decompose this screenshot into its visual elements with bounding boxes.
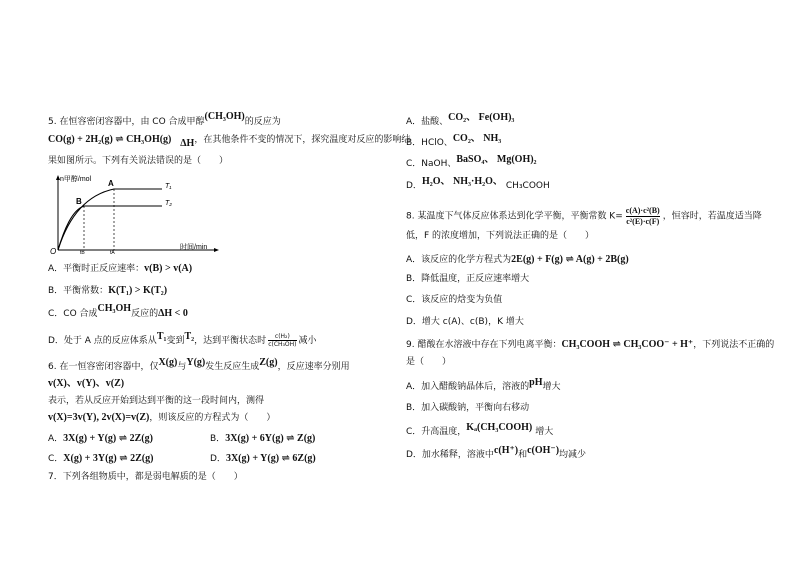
q8-line-2: 低，F 的浓度增加，下列说法正确的是（ ） [406,231,595,241]
q5-chart [42,172,222,254]
q7-opt-b-text: B．HClO、 [406,138,453,148]
t2-label: T₂ [165,200,172,207]
q7-option-d [406,176,550,192]
q7-opt-a-formulas: CO₂、 Fe(OH)₃ [448,112,515,123]
methanol-formula: (CH₃OH) [204,111,245,122]
q9-tail: ，下列说法不正确的 [693,340,775,350]
q6-opt-c-letter: C． [48,454,64,464]
q6-opt-a-eq: 3X(g) + Y(g) ⇌ 2Z(g) [63,433,153,444]
q9-opt-a-ph: pH [529,377,543,388]
q8-opt-a-eq: 2E(g) + F(g) ⇌ A(g) + 2B(g) [511,254,629,265]
q6-option-d [210,453,316,465]
q8-k-fraction [626,206,660,227]
q9-opt-c-text: C．升高温度， [406,427,467,437]
q9-opt-d-text: D．加水稀释，溶液中 [406,450,494,460]
k-numerator: c(A)·c²(B) [625,206,660,215]
q9-opt-d-oh: c(OH⁻) [527,445,560,456]
q6-line-3: 表示，若从反应开始到达到平衡的这一段时间内，测得 [48,396,265,406]
q8-text: 8. 某温度下气体反应体系达到化学平衡，平衡常数 K= [406,211,623,222]
q5-opt-b-text: B．平衡常数： [48,286,109,296]
q6-opt-d-letter: D． [210,454,226,464]
q5-line-2 [48,134,411,149]
q9-option-a [406,377,561,393]
q8-tail: ，恒容时，若温度适当降 [662,211,762,222]
curve-t2 [58,206,162,250]
q6-rate-expr: v(X)=3v(Y), 2v(X)=v(Z) [48,412,150,423]
q9-opt-d-h: c(H⁺) [493,445,519,456]
q6-option-c [48,453,153,465]
q5-opt-c-text: C．CO 合成 [48,309,98,319]
origin-label: O [50,247,57,254]
ta-label: tA [110,250,115,254]
q6-line-1 [48,357,350,373]
q5-line-1 [48,111,281,128]
q6-text: 6. 在一恒容密闭容器中，仅 [48,362,159,372]
q7-opt-b-formulas: CO₂、 NH₃ [452,133,502,144]
q5-opt-d-mid2: ，达到平衡状态时 [194,336,267,346]
q9-opt-c-ka: Kₐ(CH₃COOH) [466,422,533,433]
q9-equation: CH₃COOH ⇌ CH₃COO⁻ + H⁺ [561,339,694,350]
q7-opt-d-text: D． [406,181,422,191]
q8-option-b: B．降低温度，正反应速率增大 [406,274,530,284]
q8-option-a [406,254,629,266]
q6-opt-c-eq: X(g) + 3Y(g) ⇌ 2Z(g) [63,453,154,464]
q7-option-c [406,154,537,170]
q7-opt-c-text: C．NaOH、 [406,159,457,169]
q5-opt-b-expr: K(T₁) > K(T₂) [108,285,168,296]
q9-opt-c-tail: 增大 [535,427,554,437]
q5-line-3: 果如图所示。下列有关说法错误的是（ ） [48,156,229,166]
q9-opt-a-text: A．加入醋酸钠晶体后，溶液的 [406,382,530,392]
q5-text-tail: 的反应为 [244,117,281,127]
q9-text: 9. 醋酸在水溶液中存在下列电离平衡： [406,340,562,350]
q9-opt-d-and: 和 [518,450,528,460]
q7-stem: 7．下列各组物质中，都是弱电解质的是（ ） [48,472,243,482]
tb-label: tB [80,250,85,254]
q7-option-a [406,112,515,128]
q7-option-b [406,133,502,149]
q8-option-c: C．该反应的焓变为负值 [406,295,503,305]
q5-opt-c-formula: CH₃OH [97,303,132,314]
q6-line-4 [48,412,275,424]
q8-opt-a-text: A．该反应的化学方程式为 [406,255,512,265]
q6-line4-tail: ，则该反应的方程式为（ ） [149,413,276,423]
x-axis-label: 时间/min [180,244,208,251]
q5-opt-d-t2: T₂ [184,331,195,342]
q8-option-d: D．增大 c(A)、c(B)，K 增大 [406,317,524,327]
q6-y: Y(g) [186,357,206,368]
q5-equation: CO(g) + 2H₂(g) ⇌ CH₃OH(g) [48,134,172,145]
fraction-numerator: c(H₂) [268,333,296,341]
q5-opt-c-mid: 反应的 [131,309,159,319]
q5-text: 5. 在恒容密闭容器中，由 CO 合成甲醇 [48,117,205,127]
q5-opt-d-mid: 变到 [166,336,185,346]
point-b-label: B [76,197,82,206]
q9-option-c [406,422,554,438]
point-a-label: A [108,179,114,188]
q5-opt-d-tail: 减小 [298,336,317,346]
q7-opt-a-text: A．盐酸、 [406,117,449,127]
fraction-denominator: c(CH₃OH) [268,341,297,348]
q5-opt-a-text: A．平衡时正反应速率： [48,264,145,274]
q6-opt-d-eq: 3X(g) + Y(g) ⇌ 6Z(g) [225,453,316,464]
q6-opt-a-letter: A． [48,434,64,444]
curve-t1 [58,189,162,250]
q9-opt-a-tail: 增大 [542,382,561,392]
q5-delta-h: ΔH [180,138,195,149]
q6-option-b [210,433,315,445]
q5-opt-c-expr: ΔH < 0 [158,308,188,319]
q5-opt-d-fraction [268,333,296,348]
q6-opt-b-letter: B． [210,434,226,444]
q6-and: 与 [177,362,187,372]
q9-option-d [406,445,587,461]
q5-option-b [48,285,167,297]
y-axis-label: n甲醇/mol [60,176,92,183]
q6-option-a [48,433,153,445]
q9-line-1 [406,339,774,351]
q5-option-c [48,303,188,320]
q5-opt-d-text: D．处于 A 点的反应体系从 [48,336,157,346]
q5-option-a [48,263,192,275]
q9-option-b: B．加入碳酸钠，平衡向右移动 [406,403,530,413]
q5-line2-text: ，在其他条件不变的情况下，探究温度对反应的影响结 [194,135,411,145]
q6-mid: 发生反应生成 [205,362,260,372]
q6-opt-b-eq: 3X(g) + 6Y(g) ⇌ Z(g) [225,433,316,444]
q6-tail: ，反应速率分别用 [277,362,350,372]
q5-opt-d-t1: T₁ [156,331,167,342]
q7-opt-d-formulas: H₂O、 NH₃·H₂O、 [421,176,503,187]
x-axis-arrow [214,248,219,252]
k-denominator: c²(E)·c(F) [626,217,660,226]
q7-opt-c-formulas: BaSO₄、 Mg(OH)₂ [456,154,537,165]
q9-line-2: 是（ ） [406,357,452,367]
q5-opt-a-expr: v(B) > v(A) [144,263,193,274]
q6-x: X(g) [158,357,178,368]
q9-opt-d-tail: 均减少 [559,450,587,460]
q5-option-d [48,333,317,348]
q6-line-2: v(X)、v(Y)、v(Z) [48,378,125,389]
q8-line-1 [406,206,762,227]
q7-opt-d-tail: CH₃COOH [505,181,550,191]
q6-z: Z(g) [259,357,278,368]
t1-label: T₁ [165,183,172,190]
